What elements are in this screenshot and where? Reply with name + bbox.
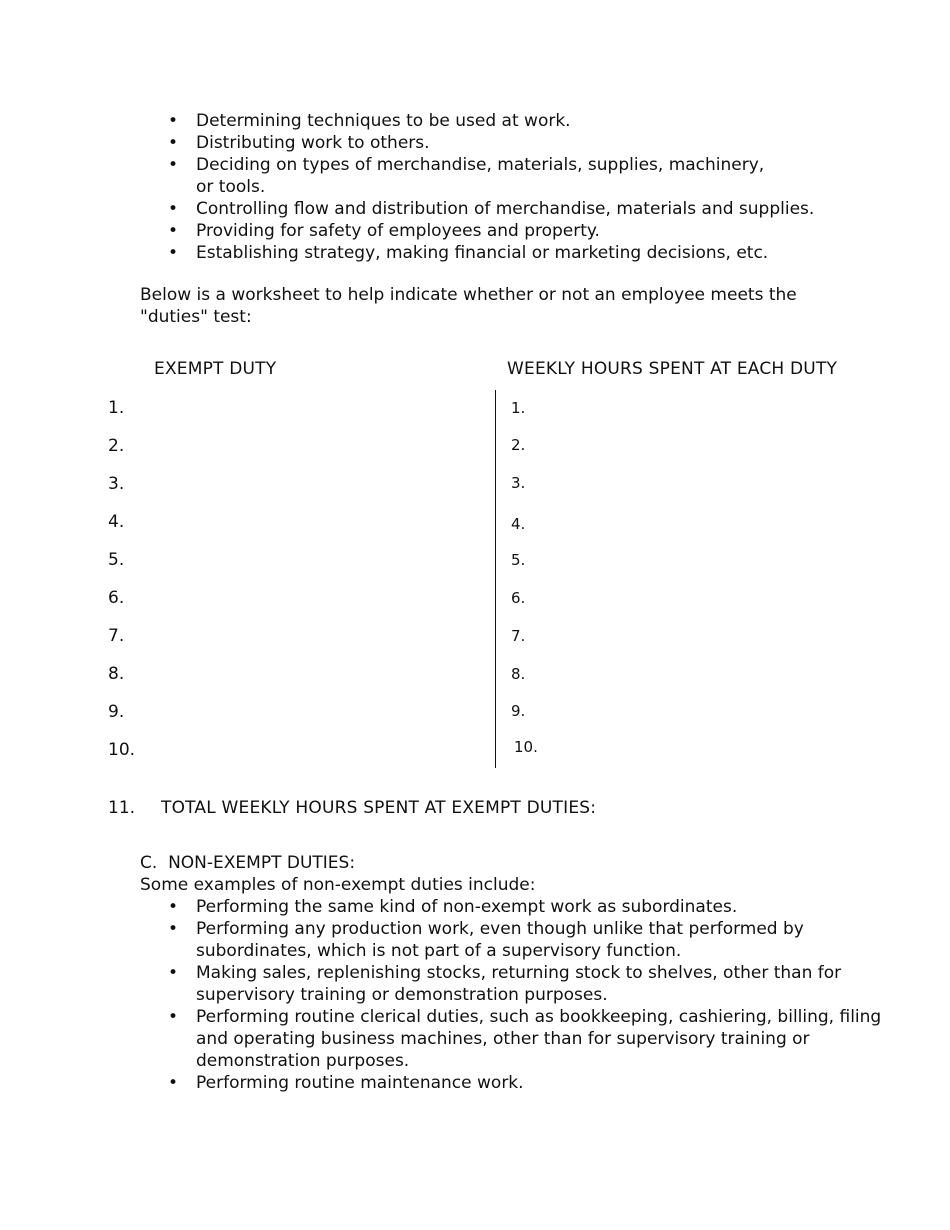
row-number: 5. <box>108 550 125 570</box>
column-divider <box>495 390 496 768</box>
exempt-duties-bullet-list <box>140 110 840 264</box>
row-number: 10. <box>108 740 136 760</box>
row-number: 1. <box>511 399 526 417</box>
list-item: • Distributing work to others. <box>140 132 840 154</box>
list-item: • Performing the same kind of non-exempt work as subordinates. <box>140 896 900 918</box>
total-row-number: 11. <box>108 798 136 818</box>
list-item: • Establishing strategy, making financial or marketing decisions, etc. <box>140 242 840 264</box>
list-item: • Performing routine maintenance work. <box>140 1072 900 1094</box>
row-number: 2. <box>108 436 125 456</box>
row-number: 8. <box>108 664 125 684</box>
list-item: • Performing routine clerical duties, such as bookkeeping, cashiering, billing, filing and operating business machines, other than for supervisory training or demonstration purposes. <box>140 1006 900 1072</box>
list-item: • Performing any production work, even though unlike that performed by subordinates, which is not part of a supervisory function. <box>140 918 806 962</box>
list-item: • Determining techniques to be used at work. <box>140 110 840 132</box>
total-hours-label: TOTAL WEEKLY HOURS SPENT AT EXEMPT DUTIES: <box>161 798 597 818</box>
row-number: 10. <box>514 738 538 756</box>
row-number: 3. <box>511 474 526 492</box>
row-number: 5. <box>511 551 526 569</box>
row-number: 8. <box>511 665 526 683</box>
row-number: 2. <box>511 436 526 454</box>
row-number: 9. <box>108 702 125 722</box>
row-number: 7. <box>108 626 125 646</box>
row-number: 4. <box>511 515 526 533</box>
list-item: • Making sales, replenishing stocks, returning stock to shelves, other than for supervisory training or demonstration purposes. <box>140 962 846 1006</box>
worksheet-intro: Below is a worksheet to help indicate whether or not an employee meets the "duties" test: <box>140 285 797 327</box>
row-number: 3. <box>108 474 125 494</box>
row-number: 9. <box>511 702 526 720</box>
non-exempt-duties-bullet-list <box>140 896 900 1094</box>
weekly-hours-header: WEEKLY HOURS SPENT AT EACH DUTY <box>507 359 838 379</box>
row-number: 1. <box>108 398 125 418</box>
row-number: 6. <box>511 589 526 607</box>
row-number: 4. <box>108 512 125 532</box>
exempt-duty-header: EXEMPT DUTY <box>154 359 277 379</box>
section-c-intro: Some examples of non-exempt duties include: <box>140 875 536 895</box>
section-c-heading: C. NON-EXEMPT DUTIES: <box>140 853 356 873</box>
row-number: 7. <box>511 627 526 645</box>
list-item: • Deciding on types of merchandise, materials, supplies, machinery, or tools. <box>140 154 786 198</box>
list-item: • Controlling flow and distribution of merchandise, materials and supplies. <box>140 198 840 220</box>
list-item: • Providing for safety of employees and property. <box>140 220 840 242</box>
row-number: 6. <box>108 588 125 608</box>
